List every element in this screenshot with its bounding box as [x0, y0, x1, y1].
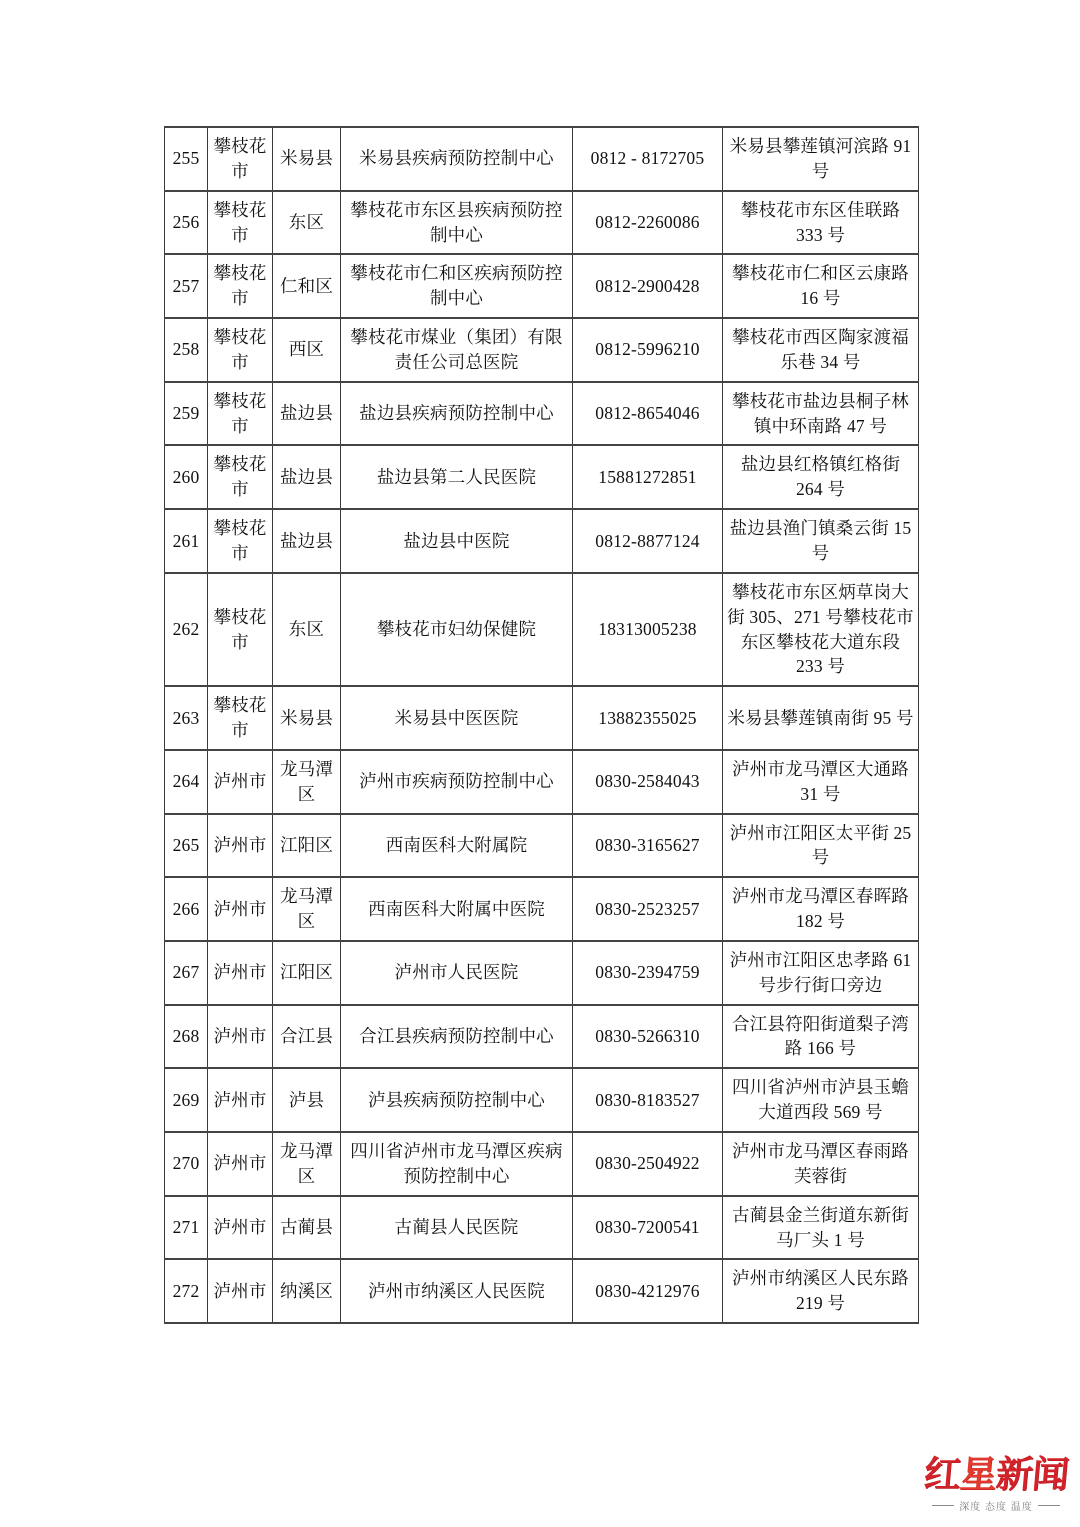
- logo-tagline: 深度 态度 温度: [959, 1502, 1033, 1513]
- row-district: 龙马潭区: [273, 877, 341, 941]
- row-institution-name: 合江县疾病预防控制中心: [341, 1005, 573, 1069]
- tagline-rule-right: [1038, 1505, 1060, 1506]
- row-index: 263: [165, 686, 208, 750]
- row-phone: 15881272851: [573, 445, 723, 509]
- row-institution-name: 泸州市人民医院: [341, 941, 573, 1005]
- row-city: 泸州市: [208, 750, 273, 814]
- row-phone: 0830-2504922: [573, 1132, 723, 1196]
- logo-wordmark: [918, 1455, 1074, 1497]
- row-phone: 0830-2394759: [573, 941, 723, 1005]
- row-address: 泸州市龙马潭区春雨路芙蓉街: [723, 1132, 919, 1196]
- row-institution-name: 盐边县第二人民医院: [341, 445, 573, 509]
- row-index: 258: [165, 318, 208, 382]
- row-phone: 0830-4212976: [573, 1259, 723, 1323]
- row-address: 米易县攀莲镇南街 95 号: [723, 686, 919, 750]
- row-district: 盐边县: [273, 382, 341, 446]
- row-institution-name: 泸州市疾病预防控制中心: [341, 750, 573, 814]
- row-city: 泸州市: [208, 877, 273, 941]
- row-district: 龙马潭区: [273, 750, 341, 814]
- tagline-rule-left: [932, 1505, 954, 1506]
- row-district: 纳溪区: [273, 1259, 341, 1323]
- table-row: [165, 573, 919, 686]
- row-city: 泸州市: [208, 1068, 273, 1132]
- row-index: 268: [165, 1005, 208, 1069]
- table-row: [165, 382, 919, 446]
- row-index: 259: [165, 382, 208, 446]
- row-district: 东区: [273, 573, 341, 686]
- row-district: 龙马潭区: [273, 1132, 341, 1196]
- row-address: 合江县符阳街道梨子湾路 166 号: [723, 1005, 919, 1069]
- table-row: [165, 750, 919, 814]
- row-index: 260: [165, 445, 208, 509]
- row-index: 271: [165, 1196, 208, 1260]
- row-city: 攀枝花市: [208, 318, 273, 382]
- row-institution-name: 泸州市纳溪区人民医院: [341, 1259, 573, 1323]
- table-row: [165, 941, 919, 1005]
- row-address: 攀枝花市西区陶家渡福乐巷 34 号: [723, 318, 919, 382]
- table-row: [165, 445, 919, 509]
- row-phone: 0812 - 8172705: [573, 127, 723, 191]
- row-district: 合江县: [273, 1005, 341, 1069]
- row-phone: 13882355025: [573, 686, 723, 750]
- row-index: 261: [165, 509, 208, 573]
- row-index: 255: [165, 127, 208, 191]
- row-institution-name: 古蔺县人民医院: [341, 1196, 573, 1260]
- contacts-table-body: [165, 127, 919, 1323]
- row-city: 泸州市: [208, 1259, 273, 1323]
- row-index: 266: [165, 877, 208, 941]
- table-row: [165, 318, 919, 382]
- row-index: 256: [165, 191, 208, 255]
- row-phone: 0812-5996210: [573, 318, 723, 382]
- row-institution-name: 西南医科大附属院: [341, 814, 573, 878]
- row-institution-name: 米易县疾病预防控制中心: [341, 127, 573, 191]
- row-institution-name: 攀枝花市东区县疾病预防控制中心: [341, 191, 573, 255]
- row-index: 265: [165, 814, 208, 878]
- row-institution-name: 盐边县中医院: [341, 509, 573, 573]
- row-address: 泸州市江阳区太平街 25 号: [723, 814, 919, 878]
- row-index: 264: [165, 750, 208, 814]
- row-city: 泸州市: [208, 814, 273, 878]
- row-address: 盐边县红格镇红格街 264 号: [723, 445, 919, 509]
- row-city: 攀枝花市: [208, 686, 273, 750]
- row-institution-name: 攀枝花市仁和区疾病预防控制中心: [341, 254, 573, 318]
- table-row: [165, 509, 919, 573]
- row-city: 攀枝花市: [208, 127, 273, 191]
- row-phone: 0830-5266310: [573, 1005, 723, 1069]
- row-city: 攀枝花市: [208, 445, 273, 509]
- row-institution-name: 攀枝花市煤业（集团）有限责任公司总医院: [341, 318, 573, 382]
- row-institution-name: 攀枝花市妇幼保健院: [341, 573, 573, 686]
- row-district: 江阳区: [273, 814, 341, 878]
- row-city: 攀枝花市: [208, 191, 273, 255]
- table-row: [165, 127, 919, 191]
- row-district: 东区: [273, 191, 341, 255]
- row-phone: 0812-2900428: [573, 254, 723, 318]
- table-row: [165, 1259, 919, 1323]
- row-phone: 0812-2260086: [573, 191, 723, 255]
- row-phone: 18313005238: [573, 573, 723, 686]
- table-row: [165, 191, 919, 255]
- row-phone: 0812-8654046: [573, 382, 723, 446]
- table-row: [165, 686, 919, 750]
- row-address: 四川省泸州市泸县玉蟾大道西段 569 号: [723, 1068, 919, 1132]
- row-city: 泸州市: [208, 1132, 273, 1196]
- row-index: 269: [165, 1068, 208, 1132]
- row-address: 攀枝花市仁和区云康路 16 号: [723, 254, 919, 318]
- row-district: 米易县: [273, 686, 341, 750]
- row-district: 西区: [273, 318, 341, 382]
- logo-char-hong: 红: [922, 1455, 962, 1496]
- row-city: 攀枝花市: [208, 573, 273, 686]
- row-district: 盐边县: [273, 445, 341, 509]
- red-star-news-logo: [920, 1455, 1072, 1523]
- row-district: 古蔺县: [273, 1196, 341, 1260]
- logo-tagline-row: [920, 1498, 1072, 1513]
- row-district: 盐边县: [273, 509, 341, 573]
- row-phone: 0830-2584043: [573, 750, 723, 814]
- row-phone: 0830-7200541: [573, 1196, 723, 1260]
- contacts-table: [164, 126, 919, 1324]
- row-city: 泸州市: [208, 1196, 273, 1260]
- row-address: 泸州市龙马潭区春晖路 182 号: [723, 877, 919, 941]
- row-institution-name: 西南医科大附属中医院: [341, 877, 573, 941]
- row-address: 米易县攀莲镇河滨路 91 号: [723, 127, 919, 191]
- table-row: [165, 254, 919, 318]
- table-row: [165, 877, 919, 941]
- row-index: 272: [165, 1259, 208, 1323]
- row-institution-name: 米易县中医医院: [341, 686, 573, 750]
- row-address: 泸州市龙马潭区大通路 31 号: [723, 750, 919, 814]
- table-row: [165, 1196, 919, 1260]
- logo-char-xing: 星: [958, 1455, 998, 1496]
- contacts-table-container: [164, 126, 918, 1324]
- row-institution-name: 四川省泸州市龙马潭区疾病预防控制中心: [341, 1132, 573, 1196]
- table-row: [165, 1005, 919, 1069]
- table-row: [165, 1068, 919, 1132]
- row-city: 攀枝花市: [208, 382, 273, 446]
- row-address: 盐边县渔门镇桑云街 15 号: [723, 509, 919, 573]
- row-index: 257: [165, 254, 208, 318]
- table-row: [165, 814, 919, 878]
- row-address: 古蔺县金兰街道东新街马厂头 1 号: [723, 1196, 919, 1260]
- row-institution-name: 盐边县疾病预防控制中心: [341, 382, 573, 446]
- row-city: 泸州市: [208, 941, 273, 1005]
- row-phone: 0812-8877124: [573, 509, 723, 573]
- row-district: 泸县: [273, 1068, 341, 1132]
- row-index: 270: [165, 1132, 208, 1196]
- row-phone: 0830-2523257: [573, 877, 723, 941]
- row-address: 攀枝花市东区炳草岗大街 305、271 号攀枝花市东区攀枝花大道东段 233 号: [723, 573, 919, 686]
- row-index: 262: [165, 573, 208, 686]
- row-phone: 0830-8183527: [573, 1068, 723, 1132]
- row-city: 泸州市: [208, 1005, 273, 1069]
- row-phone: 0830-3165627: [573, 814, 723, 878]
- row-address: 泸州市纳溪区人民东路 219 号: [723, 1259, 919, 1323]
- table-row: [165, 1132, 919, 1196]
- row-address: 泸州市江阳区忠孝路 61 号步行街口旁边: [723, 941, 919, 1005]
- row-index: 267: [165, 941, 208, 1005]
- row-address: 攀枝花市东区佳联路 333 号: [723, 191, 919, 255]
- row-city: 攀枝花市: [208, 509, 273, 573]
- row-city: 攀枝花市: [208, 254, 273, 318]
- row-district: 米易县: [273, 127, 341, 191]
- row-institution-name: 泸县疾病预防控制中心: [341, 1068, 573, 1132]
- logo-chars-xinwen: 新闻: [994, 1455, 1070, 1496]
- row-district: 江阳区: [273, 941, 341, 1005]
- row-district: 仁和区: [273, 254, 341, 318]
- row-address: 攀枝花市盐边县桐子林镇中环南路 47 号: [723, 382, 919, 446]
